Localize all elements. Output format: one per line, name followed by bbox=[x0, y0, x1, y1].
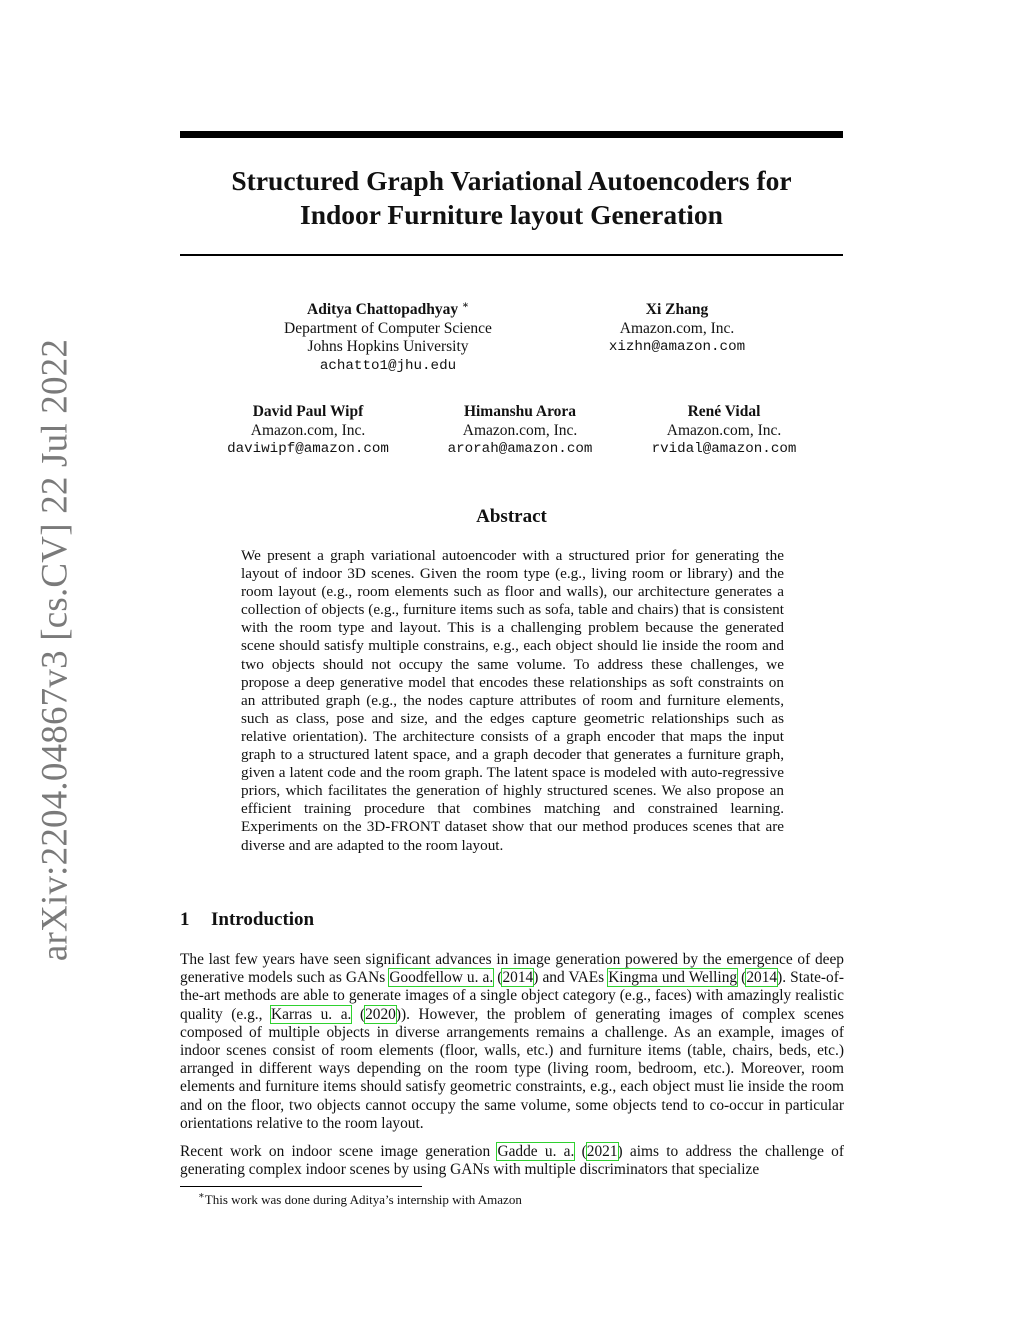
author-name: Himanshu Arora bbox=[463, 403, 577, 420]
footnote-rule bbox=[180, 1186, 422, 1187]
author-email[interactable]: rvidal@amazon.com bbox=[651, 441, 797, 457]
author-block-3 bbox=[208, 403, 408, 459]
footnote-mark: ∗ bbox=[198, 1190, 205, 1202]
author-email[interactable]: xizhn@amazon.com bbox=[608, 339, 746, 355]
citation-link[interactable]: Karras u. a. bbox=[271, 1005, 352, 1023]
title-line-2: Indoor Furniture layout Generation bbox=[300, 199, 723, 230]
author-name: Xi Zhang bbox=[645, 301, 709, 318]
section-title: Introduction bbox=[211, 909, 315, 930]
citation-year-link[interactable]: 2014 bbox=[502, 969, 534, 987]
footnote-text: This work was done during Aditya’s internship with Amazon bbox=[204, 1192, 522, 1207]
footnote-mark: ∗ bbox=[462, 299, 469, 311]
author-name: David Paul Wipf bbox=[252, 403, 364, 420]
section-number: 1 bbox=[180, 909, 190, 930]
title-top-rule bbox=[180, 131, 843, 138]
intro-paragraph-2: Recent work on indoor scene image generation Gadde u. a. (2021) aims to address the challenge of generating complex indoor scenes by using GANs with multiple discriminators that specialize bbox=[180, 1143, 844, 1179]
citation-year-link[interactable]: 2014 bbox=[746, 969, 778, 987]
author-affiliation: Amazon.com, Inc. bbox=[250, 421, 366, 439]
author-block-5 bbox=[624, 403, 824, 459]
citation-link[interactable]: Goodfellow u. a. bbox=[389, 969, 494, 987]
author-block-4 bbox=[420, 403, 620, 459]
author-block-2 bbox=[577, 301, 777, 357]
citation-year-link[interactable]: 2021 bbox=[586, 1143, 618, 1160]
author-affiliation: Amazon.com, Inc. bbox=[619, 319, 735, 337]
title-bottom-rule bbox=[180, 254, 843, 256]
citation-year-link[interactable]: 2020 bbox=[365, 1005, 396, 1023]
author-email[interactable]: daviwipf@amazon.com bbox=[227, 441, 389, 457]
author-email[interactable]: arorah@amazon.com bbox=[447, 441, 593, 457]
section-heading bbox=[180, 909, 314, 931]
abstract-heading: Abstract bbox=[476, 506, 547, 527]
author-name: René Vidal bbox=[687, 403, 761, 420]
paper-title bbox=[180, 164, 843, 232]
citation-link[interactable]: Kingma und Welling bbox=[608, 969, 738, 987]
citation-link[interactable]: Gadde u. a. bbox=[497, 1143, 575, 1160]
author-affiliation: Johns Hopkins University bbox=[307, 338, 469, 355]
abstract-text: We present a graph variational autoencoder with a structured prior for generating the layout of indoor 3D scenes. Given the room type (e.g., living room or library) and the room layout (e.g., room elements such as floor and walls), our architecture generates a collection of objects (e.g., furniture items such as sofa, table and chairs) that is consistent with the room type and layout. This is a challenging problem because the generated scene should satisfy multiple constrains, e.g., each object should lie inside the room and two objects should not occupy the same volume. To address these challenges, we propose a deep generative model that encodes these relationships as soft constraints on an attributed graph (e.g., the nodes capture attributes of room and furniture elements, such as class, pose and size, and the edges capture geometric relationships such as relative orientation). The architecture consists of a graph encoder that maps the input graph to a structured latent space, and a graph decoder that generates a furniture graph, given a latent code and the room graph. The latent space is modeled with auto-regressive priors, which facilitates the generation of highly structured scenes. We also propose an efficient training procedure that combines matching and constrained learning. Experiments on the 3D-FRONT dataset show that our method produces scenes that are diverse and are adapted to the room layout. bbox=[241, 547, 784, 854]
footnote bbox=[198, 1192, 522, 1208]
author-affiliation: Amazon.com, Inc. bbox=[462, 421, 578, 439]
author-block-1 bbox=[238, 301, 538, 375]
author-affiliation: Department of Computer Science bbox=[284, 319, 492, 337]
author-name: Aditya Chattopadhyay ∗ bbox=[307, 299, 469, 318]
title-line-1: Structured Graph Variational Autoencoders for bbox=[231, 165, 792, 196]
arxiv-identifier: arXiv:2204.04867v3 [cs.CV] 22 Jul 2022 bbox=[34, 338, 76, 962]
author-affiliation: Amazon.com, Inc. bbox=[666, 421, 782, 439]
author-email[interactable]: achatto1@jhu.edu bbox=[319, 357, 457, 374]
intro-paragraph-1: The last few years have seen significant advances in image generation powered by the emergence of deep generative models such as GANs Goodfellow u. a. (2014) and VAEs Kingma und Welling (2014). State-of-the-art methods are able to generate images of a single object category (e.g., faces) with amazingly realistic quality (e.g., Karras u. a. (2020)). However, the problem of generating images of complex scenes composed of multiple objects in diverse arrangements remains a challenge. As an example, images of indoor scenes consist of room elements (floor, walls, etc.) and furniture items (table, chairs, beds, etc.) arranged in different ways depending on the room type (living room, bedroom, etc.). Moreover, room elements and furniture items should satisfy geometric constraints, e.g., each object must lie inside the room and on the floor, two objects cannot occupy the same volume, some objects tend to co-occur in particular orientations relative to the room layout. bbox=[180, 951, 845, 1132]
